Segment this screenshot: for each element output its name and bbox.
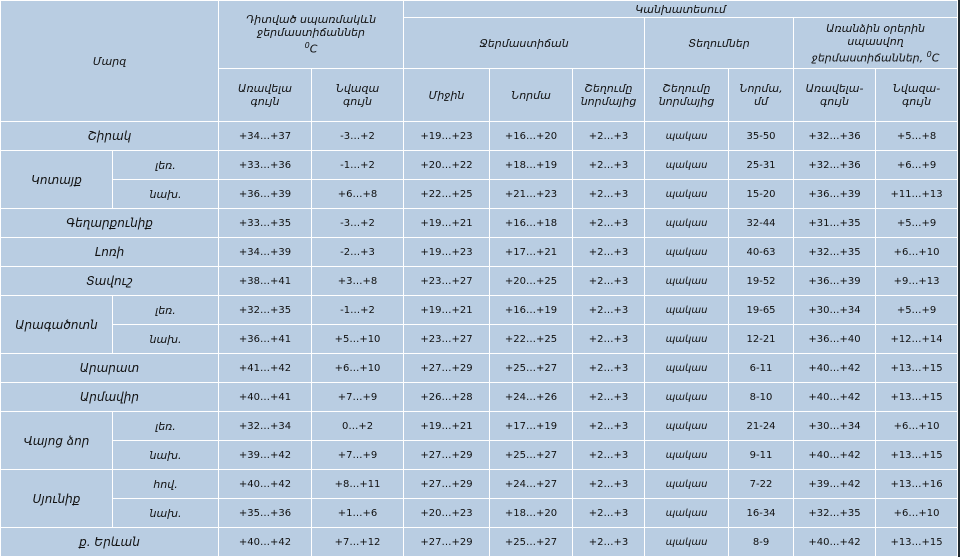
mean-header: Միջին xyxy=(404,69,490,122)
forecast-header: Կանխատեսում xyxy=(404,1,958,18)
precip-deviation: պակաս xyxy=(645,441,729,470)
norm-temp: +24…+26 xyxy=(490,383,573,412)
observed-max: +39…+42 xyxy=(219,441,312,470)
extreme-min: +13…+15 xyxy=(876,441,958,470)
precip-deviation: պակաս xyxy=(645,209,729,238)
extreme-max: +40…+42 xyxy=(794,528,876,557)
precip-norm: 8-10 xyxy=(729,383,794,412)
temp-deviation: +2…+3 xyxy=(573,412,645,441)
table-row xyxy=(1,180,958,209)
precip-deviation: պակաս xyxy=(645,412,729,441)
temperature-header: Ջերմաստիճան xyxy=(404,18,645,69)
table-row xyxy=(1,151,958,180)
region-name: Տավուշ xyxy=(1,267,219,296)
extreme-min: +9…+13 xyxy=(876,267,958,296)
precip-deviation: պակաս xyxy=(645,296,729,325)
observed-min: +3…+8 xyxy=(312,267,404,296)
precip-norm: 9-11 xyxy=(729,441,794,470)
observed-max: +40…+42 xyxy=(219,470,312,499)
norm-temp: +25…+27 xyxy=(490,528,573,557)
region-name: Արարատ xyxy=(1,354,219,383)
table-row xyxy=(1,383,958,412)
precip-deviation: պակաս xyxy=(645,325,729,354)
observed-max: +40…+41 xyxy=(219,383,312,412)
observed-max: +38…+41 xyxy=(219,267,312,296)
norm-temp: +18…+19 xyxy=(490,151,573,180)
table-row xyxy=(1,441,958,470)
mean-temp: +20…+22 xyxy=(404,151,490,180)
temp-deviation: +2…+3 xyxy=(573,267,645,296)
norm-temp: +21…+23 xyxy=(490,180,573,209)
region-name: ք. Երևան xyxy=(1,528,219,557)
observed-min: +7…+9 xyxy=(312,383,404,412)
zone-label: նախ. xyxy=(113,441,219,470)
mean-temp: +20…+23 xyxy=(404,499,490,528)
extreme-min: +11…+13 xyxy=(876,180,958,209)
precip-norm: 40-63 xyxy=(729,238,794,267)
region-name: Սյունիք xyxy=(1,470,113,528)
region-header: Մարզ xyxy=(1,1,219,122)
table-row xyxy=(1,499,958,528)
observed-min: +6…+8 xyxy=(312,180,404,209)
observed-max: +34…+39 xyxy=(219,238,312,267)
zone-label: նախ. xyxy=(113,325,219,354)
table-row xyxy=(1,238,958,267)
norm-temp: +16…+19 xyxy=(490,296,573,325)
mean-temp: +27…+29 xyxy=(404,441,490,470)
precip-deviation: պակաս xyxy=(645,470,729,499)
observed-min: -3…+2 xyxy=(312,209,404,238)
precip-deviation: պակաս xyxy=(645,267,729,296)
extreme-max: +36…+40 xyxy=(794,325,876,354)
temp-deviation: +2…+3 xyxy=(573,383,645,412)
norm-header: Նորմա xyxy=(490,69,573,122)
table-row xyxy=(1,354,958,383)
temp-deviation: +2…+3 xyxy=(573,180,645,209)
extreme-max: +31…+35 xyxy=(794,209,876,238)
observed-max: +36…+39 xyxy=(219,180,312,209)
temp-deviation: +2…+3 xyxy=(573,151,645,180)
extreme-max: +40…+42 xyxy=(794,383,876,412)
zone-label: լեռ. xyxy=(113,151,219,180)
observed-min: +7…+12 xyxy=(312,528,404,557)
extreme-max: +39…+42 xyxy=(794,470,876,499)
table-row xyxy=(1,470,958,499)
extreme-min: +5…+9 xyxy=(876,296,958,325)
daily-extremes-header: Առանձին օրերին սպասվող ջերմաստիճաններ, $^0$C xyxy=(794,18,958,69)
table-row xyxy=(1,325,958,354)
observed-max: +36…+41 xyxy=(219,325,312,354)
mean-temp: +27…+29 xyxy=(404,470,490,499)
precipitation-header: Տեղումներ xyxy=(645,18,794,69)
observed-temps-header: Դիտված սպառմակևն ջերմաստիճաններ $^0$C xyxy=(219,1,404,69)
precip-norm: 12-21 xyxy=(729,325,794,354)
precip-norm: 21-24 xyxy=(729,412,794,441)
mean-temp: +22…+25 xyxy=(404,180,490,209)
precip-norm: 8-9 xyxy=(729,528,794,557)
observed-min: +5…+10 xyxy=(312,325,404,354)
temp-deviation: +2…+3 xyxy=(573,325,645,354)
precip-deviation: պակաս xyxy=(645,383,729,412)
precip-norm: 19-52 xyxy=(729,267,794,296)
temp-deviation: +2…+3 xyxy=(573,209,645,238)
region-name: Արմավիր xyxy=(1,383,219,412)
precip-norm: 35-50 xyxy=(729,122,794,151)
observed-min: -3…+2 xyxy=(312,122,404,151)
observed-min: +8…+11 xyxy=(312,470,404,499)
extreme-min: +6…+10 xyxy=(876,238,958,267)
extreme-min: +12…+14 xyxy=(876,325,958,354)
extreme-min: +13…+15 xyxy=(876,383,958,412)
norm-temp: +18…+20 xyxy=(490,499,573,528)
observed-min: -2…+3 xyxy=(312,238,404,267)
region-name: Լոռի xyxy=(1,238,219,267)
norm-temp: +24…+27 xyxy=(490,470,573,499)
temp-deviation: +2…+3 xyxy=(573,238,645,267)
table-row xyxy=(1,528,958,557)
precip-deviation: պակաս xyxy=(645,238,729,267)
extreme-max: +40…+42 xyxy=(794,441,876,470)
precip-deviation-header: Շեղումը նորմայից xyxy=(645,69,729,122)
mean-temp: +19…+21 xyxy=(404,412,490,441)
table-row xyxy=(1,267,958,296)
observed-min: -1…+2 xyxy=(312,151,404,180)
norm-temp: +16…+18 xyxy=(490,209,573,238)
precip-deviation: պակաս xyxy=(645,122,729,151)
table-row xyxy=(1,122,958,151)
extreme-max: +32…+35 xyxy=(794,499,876,528)
precip-deviation: պակաս xyxy=(645,528,729,557)
precip-norm-header: Նորմա, մմ xyxy=(729,69,794,122)
extreme-min: +5…+8 xyxy=(876,122,958,151)
mean-temp: +19…+21 xyxy=(404,296,490,325)
precip-norm: 15-20 xyxy=(729,180,794,209)
observed-max: +32…+34 xyxy=(219,412,312,441)
norm-temp: +16…+20 xyxy=(490,122,573,151)
extreme-max: +32…+35 xyxy=(794,238,876,267)
observed-min-header: Նվազա գույն xyxy=(312,69,404,122)
precip-norm: 25-31 xyxy=(729,151,794,180)
observed-max-header: Առավելա գույն xyxy=(219,69,312,122)
temp-deviation: +2…+3 xyxy=(573,354,645,383)
precip-norm: 16-34 xyxy=(729,499,794,528)
norm-temp: +17…+21 xyxy=(490,238,573,267)
mean-temp: +26…+28 xyxy=(404,383,490,412)
precip-deviation: պակաս xyxy=(645,151,729,180)
observed-max: +40…+42 xyxy=(219,528,312,557)
precip-norm: 7-22 xyxy=(729,470,794,499)
norm-temp: +25…+27 xyxy=(490,354,573,383)
norm-temp: +20…+25 xyxy=(490,267,573,296)
mean-temp: +19…+23 xyxy=(404,238,490,267)
mean-temp: +19…+23 xyxy=(404,122,490,151)
norm-temp: +22…+25 xyxy=(490,325,573,354)
extreme-min: +13…+16 xyxy=(876,470,958,499)
norm-temp: +17…+19 xyxy=(490,412,573,441)
region-name: Շիրակ xyxy=(1,122,219,151)
extreme-min-header: Նվազա- գույն xyxy=(876,69,958,122)
extreme-max: +30…+34 xyxy=(794,412,876,441)
temp-deviation: +2…+3 xyxy=(573,499,645,528)
observed-max: +35…+36 xyxy=(219,499,312,528)
temp-deviation: +2…+3 xyxy=(573,470,645,499)
observed-min: +1…+6 xyxy=(312,499,404,528)
temp-deviation: +2…+3 xyxy=(573,528,645,557)
zone-label: նախ. xyxy=(113,499,219,528)
mean-temp: +27…+29 xyxy=(404,528,490,557)
observed-max: +32…+35 xyxy=(219,296,312,325)
extreme-min: +13…+15 xyxy=(876,528,958,557)
extreme-min: +13…+15 xyxy=(876,354,958,383)
region-name: Արագածոտն xyxy=(1,296,113,354)
zone-label: հով. xyxy=(113,470,219,499)
extreme-max: +32…+36 xyxy=(794,151,876,180)
norm-temp: +25…+27 xyxy=(490,441,573,470)
precip-norm: 32-44 xyxy=(729,209,794,238)
extreme-max-header: Առավելա- գույն xyxy=(794,69,876,122)
observed-min: +7…+9 xyxy=(312,441,404,470)
zone-label: նախ. xyxy=(113,180,219,209)
table-row xyxy=(1,296,958,325)
extreme-max: +32…+36 xyxy=(794,122,876,151)
observed-min: 0…+2 xyxy=(312,412,404,441)
extreme-max: +36…+39 xyxy=(794,267,876,296)
extreme-min: +6…+10 xyxy=(876,499,958,528)
region-name: Վայոց ձոր xyxy=(1,412,113,470)
precip-deviation: պակաս xyxy=(645,499,729,528)
temp-deviation: +2…+3 xyxy=(573,296,645,325)
mean-temp: +23…+27 xyxy=(404,325,490,354)
temp-deviation: +2…+3 xyxy=(573,122,645,151)
zone-label: լեռ. xyxy=(113,296,219,325)
observed-max: +33…+35 xyxy=(219,209,312,238)
extreme-max: +36…+39 xyxy=(794,180,876,209)
region-name: Կոտայք xyxy=(1,151,113,209)
table-row xyxy=(1,412,958,441)
mean-temp: +23…+27 xyxy=(404,267,490,296)
extreme-max: +30…+34 xyxy=(794,296,876,325)
temp-deviation-header: Շեղումը նորմայից xyxy=(573,69,645,122)
table-row xyxy=(1,209,958,238)
precip-norm: 19-65 xyxy=(729,296,794,325)
temp-deviation: +2…+3 xyxy=(573,441,645,470)
extreme-min: +6…+9 xyxy=(876,151,958,180)
observed-max: +34…+37 xyxy=(219,122,312,151)
mean-temp: +27…+29 xyxy=(404,354,490,383)
observed-max: +41…+42 xyxy=(219,354,312,383)
extreme-max: +40…+42 xyxy=(794,354,876,383)
precip-norm: 6-11 xyxy=(729,354,794,383)
extreme-min: +6…+10 xyxy=(876,412,958,441)
observed-min: +6…+10 xyxy=(312,354,404,383)
region-name: Գեղարքունիք xyxy=(1,209,219,238)
precip-deviation: պակաս xyxy=(645,354,729,383)
observed-max: +33…+36 xyxy=(219,151,312,180)
mean-temp: +19…+21 xyxy=(404,209,490,238)
observed-min: -1…+2 xyxy=(312,296,404,325)
extreme-min: +5…+9 xyxy=(876,209,958,238)
zone-label: լեռ. xyxy=(113,412,219,441)
precip-deviation: պակաս xyxy=(645,180,729,209)
